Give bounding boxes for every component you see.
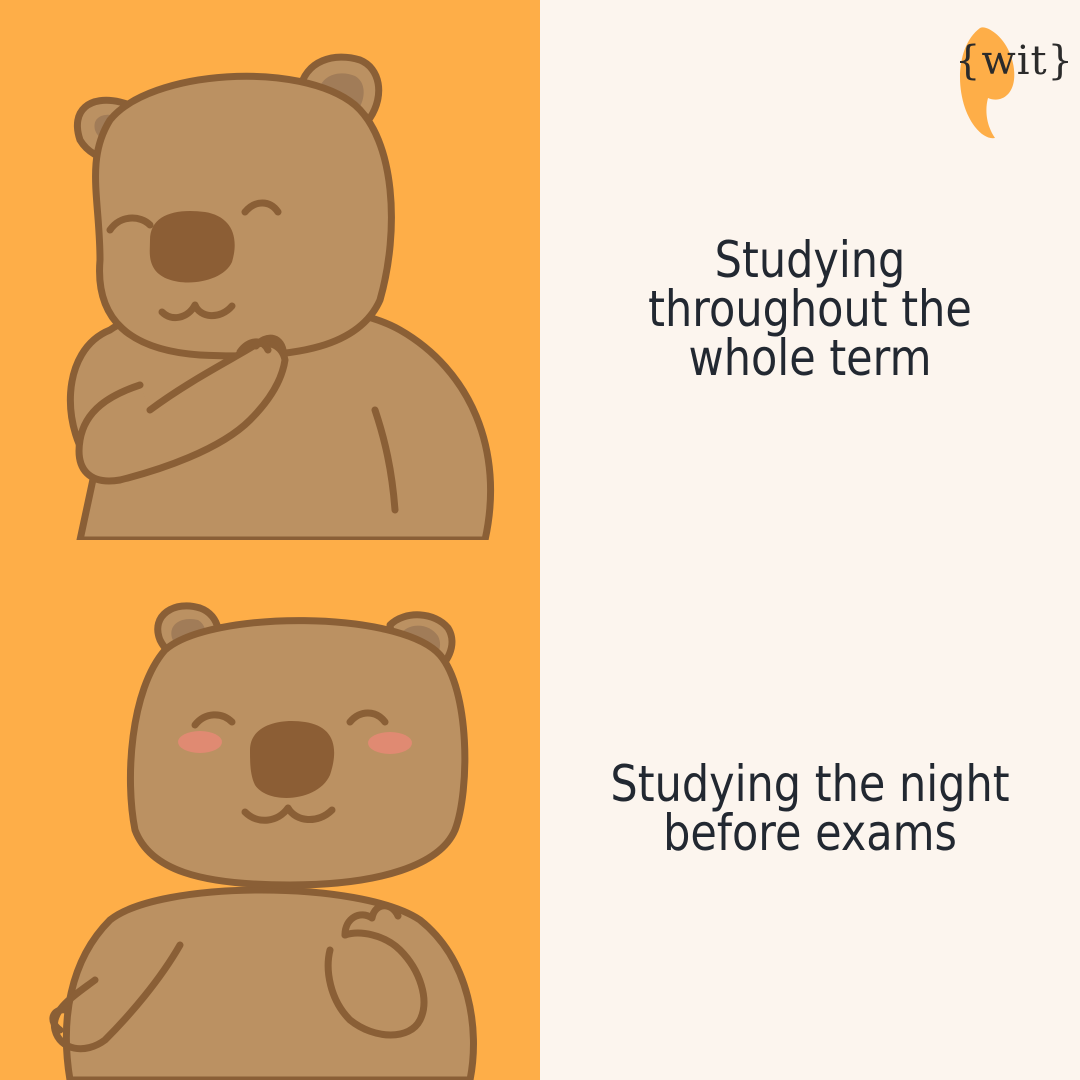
right-panel bbox=[540, 0, 1080, 1080]
caption-bottom: Studying the night before exams bbox=[610, 755, 1010, 862]
wit-logo-text: {wit} bbox=[955, 38, 1075, 84]
wombat-blush-right bbox=[368, 732, 412, 754]
caption-top: Studying throughout the whole term bbox=[648, 231, 972, 387]
wombat-blush-left bbox=[178, 731, 222, 753]
wombat-nose bbox=[150, 211, 235, 283]
wombat-thinking-illustration bbox=[0, 0, 540, 540]
wombat-happy-illustration bbox=[0, 540, 540, 1080]
